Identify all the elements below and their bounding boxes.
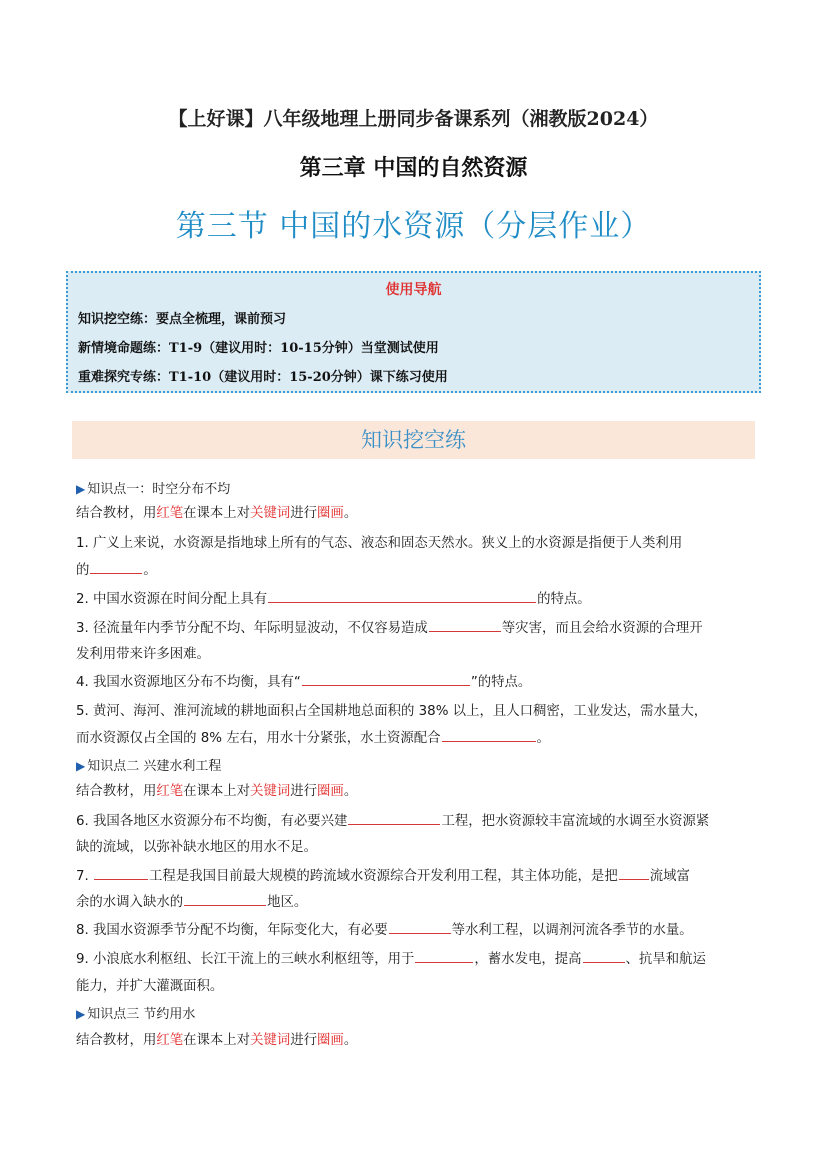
answer-blank[interactable] — [184, 892, 266, 906]
knowledge-point-heading: ▶ 知识点二 兴建水利工程 — [76, 759, 222, 774]
navigation-line-after-class: 重难探究专练：T1-10（建议用时：15-20分钟）课下练习使用 — [78, 370, 448, 385]
question-4: 4. 我国水资源地区分布不均衡，具有“ ”的特点。 — [76, 671, 531, 690]
question-3-line-1: 3. 径流量年内季节分配不均、年际明显波动，不仅容易造成 等灾害，而且会给水资源的合理开 — [76, 617, 703, 636]
answer-blank[interactable] — [583, 949, 625, 963]
answer-blank[interactable] — [429, 618, 501, 632]
answer-blank[interactable] — [389, 920, 451, 934]
answer-blank[interactable] — [619, 866, 649, 880]
question-6-line-2: 缺的流域，以弥补缺水地区的用水不足。 — [76, 840, 318, 855]
practice-banner — [72, 421, 755, 459]
instruction-line: 结合教材，用红笔在课本上对关键词进行圈画。 — [76, 1033, 358, 1048]
triangle-icon: ▶ — [76, 759, 86, 773]
answer-blank[interactable] — [442, 728, 536, 742]
navigation-title: 使用导航 — [385, 282, 442, 298]
answer-blank[interactable] — [94, 866, 148, 880]
navigation-line-in-class: 新情境命题练：T1-9（建议用时：10-15分钟）当堂测试使用 — [78, 341, 439, 356]
question-5-line-1: 5. 黄河、海河、淮河流域的耕地面积占全国耕地总面积的 38% 以上，且人口稠密，工业发达，需水量大， — [76, 704, 708, 719]
triangle-icon: ▶ — [76, 482, 86, 496]
question-2: 2. 中国水资源在时间分配上具有 的特点。 — [76, 588, 591, 607]
answer-blank[interactable] — [348, 811, 440, 825]
question-8: 8. 我国水资源季节分配不均衡，年际变化大，有必要 等水利工程，以调剂河流各季节的水量。 — [76, 919, 693, 938]
answer-blank[interactable] — [90, 560, 142, 574]
section-title: 第三节 中国的水资源（分层作业） — [175, 209, 652, 244]
answer-blank[interactable] — [268, 589, 536, 603]
instruction-line: 结合教材，用红笔在课本上对关键词进行圈画。 — [76, 784, 358, 799]
navigation-line-preview: 知识挖空练：要点全梳理，课前预习 — [78, 312, 287, 327]
usage-navigation-box — [66, 271, 761, 393]
answer-blank[interactable] — [302, 672, 470, 686]
question-7-line-2: 余的水调入缺水的 地区。 — [76, 891, 307, 910]
knowledge-point-heading: ▶ 知识点一：时空分布不均 — [76, 482, 231, 497]
question-1-line-2: 的 。 — [76, 559, 157, 578]
answer-blank[interactable] — [415, 949, 473, 963]
series-title: 【上好课】八年级地理上册同步备课系列（湘教版2024） — [168, 108, 659, 130]
knowledge-point-heading: ▶ 知识点三 节约用水 — [76, 1007, 196, 1022]
instruction-line: 结合教材，用红笔在课本上对关键词进行圈画。 — [76, 506, 358, 521]
question-1-line-1: 1. 广义上来说，水资源是指地球上所有的气态、液态和固态天然水。狭义上的水资源是指便于人类利用 — [76, 536, 683, 551]
chapter-title: 第三章 中国的自然资源 — [299, 156, 528, 181]
question-9-line-2: 能力，并扩大灌溉面积。 — [76, 979, 224, 994]
triangle-icon: ▶ — [76, 1007, 86, 1021]
practice-title: 知识挖空练 — [361, 428, 466, 452]
question-3-line-2: 发利用带来许多困难。 — [76, 647, 210, 662]
question-9-line-1: 9. 小浪底水利枢纽、长江干流上的三峡水利枢纽等，用于 ，蓄水发电，提高 、抗旱和航运 — [76, 948, 706, 967]
question-7-line-1: 7. 工程是我国目前最大规模的跨流域水资源综合开发利用工程，其主体功能，是把 流域富 — [76, 865, 690, 884]
question-5-line-2: 而水资源仅占全国的 8% 左右，用水十分紧张，水土资源配合 。 — [76, 727, 550, 746]
question-6-line-1: 6. 我国各地区水资源分布不均衡，有必要兴建 工程，把水资源较丰富流域的水调至水资源紧 — [76, 810, 709, 829]
